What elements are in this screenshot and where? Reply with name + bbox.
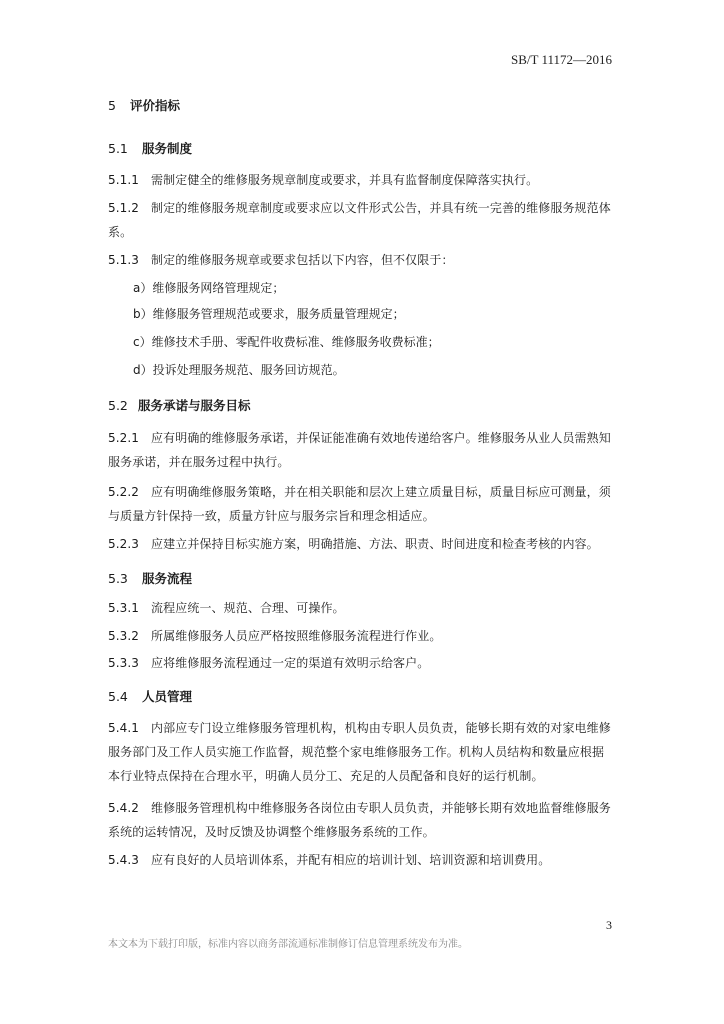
list-item-a: a）维修服务网络管理规定；: [133, 281, 285, 295]
clause-number: 5.4.2: [108, 801, 140, 815]
section-heading-5-3: [108, 569, 192, 587]
clause-5-1-1: [108, 168, 616, 192]
footer-disclaimer: 本文本为下载打印版，标准内容以商务部流通标准制修订信息管理系统发布为准。: [108, 939, 468, 950]
clause-text: 应有明确的维修服务承诺，并保证能准确有效地传递给客户。维修服务从业人员需熟知服务承诺，并在服务过程中执行。: [108, 431, 611, 469]
clause-number: 5.4.3: [108, 853, 140, 867]
clause-number: 5.2.1: [108, 431, 140, 445]
clause-5-1-3: [108, 248, 616, 272]
section-title: 评价指标: [130, 98, 181, 113]
section-title: 人员管理: [142, 689, 193, 704]
section-heading-5-4: [108, 687, 192, 705]
clause-text: 制定的维修服务规章制度或要求应以文件形式公告，并具有统一完善的维修服务规范体系。: [108, 201, 611, 239]
document-code: SB/T 11172—2016: [510, 52, 612, 67]
clause-number: 5.4.1: [108, 721, 140, 735]
clause-text: 维修服务管理机构中维修服务各岗位由专职人员负责，并能够长期有效地监督维修服务系统的运转情况，及时反馈及协调整个维修服务系统的工作。: [108, 801, 611, 839]
list-item-b: b）维修服务管理规范或要求，服务质量管理规定；: [133, 307, 405, 321]
clause-number: 5.3.3: [108, 656, 140, 670]
clause-number: 5.1.2: [108, 201, 140, 215]
section-number: 5: [108, 98, 116, 113]
section-heading-5-2: [108, 396, 251, 414]
clause-text: 应有良好的人员培训体系，并配有相应的培训计划、培训资源和培训费用。: [151, 853, 551, 867]
clause-text: 应有明确维修服务策略，并在相关职能和层次上建立质量目标，质量目标应可测量，须与质量方针保持一致，质量方针应与服务宗旨和理念相适应。: [108, 485, 611, 523]
clause-5-1-2: [108, 196, 616, 244]
section-title: 服务制度: [142, 141, 193, 156]
list-item-c: c）维修技术手册、零配件收费标准、维修服务收费标准；: [133, 335, 440, 349]
clause-text: 需制定健全的维修服务规章制度或要求，并具有监督制度保障落实执行。: [151, 173, 539, 187]
clause-5-4-1: [108, 716, 616, 788]
section-number: 5.2: [108, 398, 128, 413]
clause-text: 所属维修服务人员应严格按照维修服务流程进行作业。: [151, 629, 442, 643]
clause-text: 内部应专门设立维修服务管理机构，机构由专职人员负责，能够长期有效的对家电维修服务部门及工作人员实施工作监督，规范整个家电维修服务工作。机构人员结构和数量应根据本行业特点保持在合理水平，明确人员分工、充足的人员配备和良好的运行机制。: [108, 721, 611, 783]
clause-5-3-3: [108, 651, 616, 675]
clause-number: 5.3.1: [108, 601, 140, 615]
clause-5-2-2: [108, 480, 616, 528]
section-title: 服务流程: [142, 571, 193, 586]
clause-number: 5.2.3: [108, 537, 140, 551]
section-number: 5.1: [108, 141, 128, 156]
section-title: 服务承诺与服务目标: [138, 398, 251, 413]
clause-5-2-1: [108, 426, 616, 474]
clause-number: 5.2.2: [108, 485, 140, 499]
clause-5-3-1: [108, 596, 616, 620]
clause-number: 5.1.1: [108, 173, 140, 187]
list-item-d: d）投诉处理服务规范、服务回访规范。: [133, 363, 345, 377]
clause-text: 流程应统一、规范、合理、可操作。: [151, 601, 345, 615]
clause-5-3-2: [108, 624, 616, 648]
clause-number: 5.3.2: [108, 629, 140, 643]
section-number: 5.3: [108, 571, 128, 586]
clause-text: 应建立并保持目标实施方案，明确措施、方法、职责、时间进度和检查考核的内容。: [151, 537, 599, 551]
page-number: 3: [606, 918, 612, 932]
section-heading-5: [108, 96, 180, 114]
clause-text: 应将维修服务流程通过一定的渠道有效明示给客户。: [151, 656, 430, 670]
clause-number: 5.1.3: [108, 253, 140, 267]
section-heading-5-1: [108, 139, 192, 157]
section-number: 5.4: [108, 689, 128, 704]
clause-5-2-3: [108, 532, 616, 556]
clause-text: 制定的维修服务规章或要求包括以下内容，但不仅限于：: [151, 253, 454, 267]
clause-5-4-3: [108, 848, 616, 872]
clause-5-4-2: [108, 796, 616, 844]
